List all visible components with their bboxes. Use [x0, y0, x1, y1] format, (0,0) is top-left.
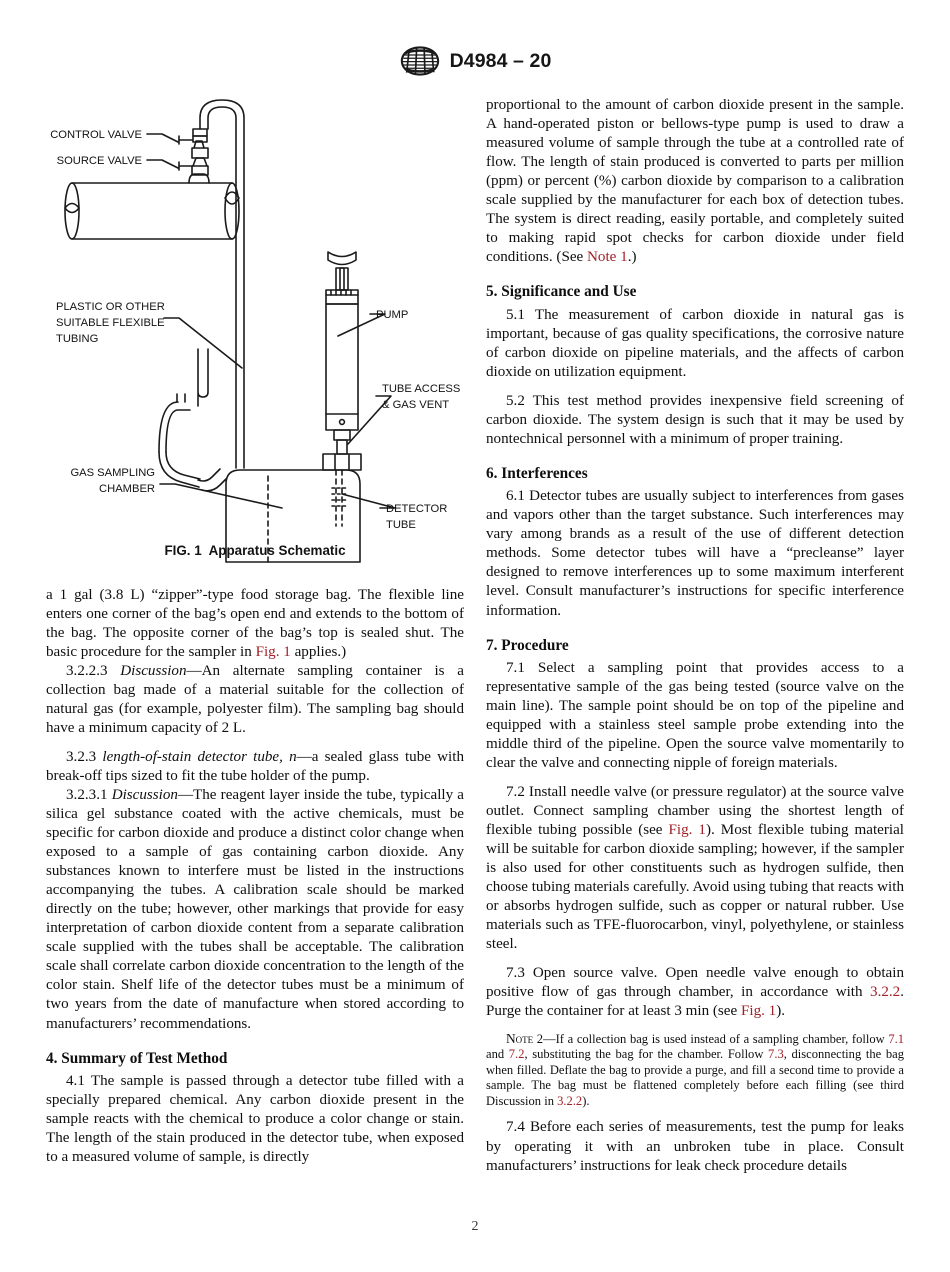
figure-caption: FIG. 1 Apparatus Schematic	[164, 543, 346, 558]
link-7-1[interactable]: 7.1	[888, 1031, 904, 1046]
paragraph-bag-continuation: a 1 gal (3.8 L) “zipper”-type food storage bag. The flexible line enters one corner of the bag’s open end and extends to the bottom of the bag. The opposite corner of the bag’s top is sealed shut. The basic procedure for the sampler in Fig. 1 applies.)	[46, 587, 464, 661]
page-header	[0, 46, 950, 76]
link-fig-1-b[interactable]: Fig. 1	[668, 821, 706, 838]
figure-label-tubing-line3: TUBING	[56, 333, 99, 345]
figure-label-gas-sampling-line1: GAS SAMPLING	[70, 467, 155, 479]
figure-label-gas-sampling-line2: CHAMBER	[99, 483, 155, 495]
note-2-block: Note 2—If a collection bag is used instead of a sampling chamber, follow 7.1 and 7.2, substituting the bag for the chamber. Follow 7.3, disconnecting the bag when filled. Deflate the bag to provide a purge, and fill a second time to provide a sample. The bag must be flattened completely before each filling (see third Discussion in 3.2.2).	[486, 1030, 904, 1108]
term-discussion-2: Discussion	[111, 786, 178, 803]
link-7-2[interactable]: 7.2	[508, 1047, 525, 1062]
link-7-3[interactable]: 7.3	[768, 1047, 784, 1062]
paragraph-3-2-3-1: 3.2.3.1 Discussion—The reagent layer inside the tube, typically a silica gel substance coated with the active chemicals, must be specific for carbon dioxide and produce a distinct color change when exposed to a sample of gas containing carbon dioxide. Any substances known to interfere must be listed in the instructions accompanying the tubes. A calibration scale should be marked directly on the tube; however, other markings that provide for easy interpretation of carbon dioxide content from a separate calibration scale supplied with the tubes shall be acceptable. The calibration scale shall correlate carbon dioxide concentration to the length of the color stain. Shelf life of the detector tubes must be a minimum of two years from the date of manufacture when stored according to manufacturers’ recommendations.	[46, 786, 464, 1032]
figure-label-tube-access-line2: & GAS VENT	[382, 399, 450, 411]
figure-label-detector-line1: DETECTOR	[386, 503, 448, 515]
figure-label-tubing-line1: PLASTIC OR OTHER	[56, 301, 165, 313]
paragraph-7-1: 7.1 Select a sampling point that provides access to a representative sample of the gas being tested (source valve on the main line). The sample point should be on top of the pipeline and equipped with a stainless steel sample probe extending into the middle third of the pipeline. Open the source valve momentarily to clear the valve and connecting nipple of foreign materials.	[486, 660, 904, 772]
paragraph-5-1: 5.1 The measurement of carbon dioxide in natural gas is important, because of gas quality specifications, the corrosive nature of carbon dioxide on pipeline materials, and the affects of carbon dioxide on utilization equipment.	[486, 306, 904, 381]
figure-label-detector-line2: TUBE	[386, 519, 416, 531]
paragraph-3-2-2-3: 3.2.2.3 Discussion—An alternate sampling container is a collection bag made of a material suitable for the collection of natural gas (for example, polyester film). The sampling bag should have a minimum capacity of 2 L.	[46, 663, 464, 737]
section-heading-4: 4. Summary of Test Method	[46, 1049, 228, 1067]
figure-label-tubing-line2: SUITABLE FLEXIBLE	[56, 317, 165, 329]
figure-label-tube-access-line1: TUBE ACCESS	[382, 383, 461, 395]
left-column	[46, 586, 464, 1167]
section-heading-7: 7. Procedure	[486, 636, 569, 654]
paragraph-5-2: 5.2 This test method provides inexpensive field screening of carbon dioxide. The system design is such that it may be used by nontechnical personnel with a minimum of proper training.	[486, 392, 904, 447]
link-fig-1-c[interactable]: Fig. 1	[740, 1002, 777, 1019]
paragraph-7-3: 7.3 Open source valve. Open needle valve enough to obtain positive flow of gas through chamber, in accordance with 3.2.2. Purge the container for at least 3 min (see Fig. 1).	[486, 964, 904, 1019]
paragraph-4-1: 4.1 The sample is passed through a detector tube filled with a specially prepared chemical. Any carbon dioxide present in the sample reacts with the chemical to produce a color change or stain. The length of the stain produced in the detector tube, when exposed to a measured volume of sample, is directly	[46, 1073, 464, 1166]
link-3-2-2-b[interactable]: 3.2.2	[557, 1093, 583, 1108]
apparatus-schematic-figure	[46, 96, 464, 566]
figure-drawing	[46, 96, 464, 566]
astm-logo	[399, 46, 441, 76]
paragraph-7-4: 7.4 Before each series of measurements, test the pump for leaks by operating it with an unbroken tube in place. Consult manufacturers’ instructions for leak check procedure details	[486, 1119, 904, 1174]
page-number: 2	[471, 1219, 479, 1234]
term-detector-tube: length-of-stain detector tube, n	[102, 748, 297, 765]
term-discussion: Discussion	[120, 663, 187, 680]
paragraph-3-2-3: 3.2.3 length-of-stain detector tube, n—a sealed glass tube with break-off tips sized to fit the tube holder of the pump.	[46, 748, 464, 784]
figure-label-pump: PUMP	[376, 309, 409, 321]
paragraph-top-continuation: proportional to the amount of carbon dioxide present in the sample. A hand-operated piston or bellows-type pump is used to draw a measured volume of sample through the tube at a controlled rate of flow. The length of stain produced is converted to parts per million (ppm) or percent (%) carbon dioxide by comparison to a calibration scale supplied by the manufacturer for each box of detection tubes. The system is direct reading, easily portable, and completely suited to making rapid spot checks for carbon dioxide under field conditions. (See Note 1.)	[486, 97, 904, 266]
document-number: D4984 – 20	[449, 49, 552, 72]
right-column	[486, 96, 904, 1176]
link-fig-1[interactable]: Fig. 1	[255, 644, 291, 661]
figure-label-control-valve: CONTROL VALVE	[50, 129, 142, 141]
paragraph-7-2: 7.2 Install needle valve (or pressure regulator) at the source valve outlet. Connect sampling chamber using the shortest length of flexible tubing possible (see Fig. 1). Most flexible tubing material will be suitable for carbon dioxide sampling; however, if the sampler is also used for other constituents such as hydrogen sulfide, then choose tubing materials carefully. Avoid using tubing that reacts with or absorbs hydrogen sulfide, such as copper or natural rubber. Use materials such as TFE-fluorocarbon, vinyl, polyethylene, or stainless steel.	[486, 783, 904, 953]
note-label: Note	[506, 1030, 534, 1046]
figure-label-source-valve: SOURCE VALVE	[56, 155, 142, 167]
link-3-2-2[interactable]: 3.2.2	[870, 983, 901, 1000]
section-heading-6: 6. Interferences	[486, 464, 588, 482]
section-heading-5: 5. Significance and Use	[486, 283, 637, 301]
paragraph-6-1: 6.1 Detector tubes are usually subject to interferences from gases and vapors other than the target substance. Such interferences may vary among brands as a result of the use of different detection methods. Some detector tubes will have a “precleanse” layer designed to remove interferences up to some maximum interferent level. Consult manufacturer’s instructions for specific interference information.	[486, 488, 904, 619]
link-note-1[interactable]: Note 1	[587, 249, 628, 266]
